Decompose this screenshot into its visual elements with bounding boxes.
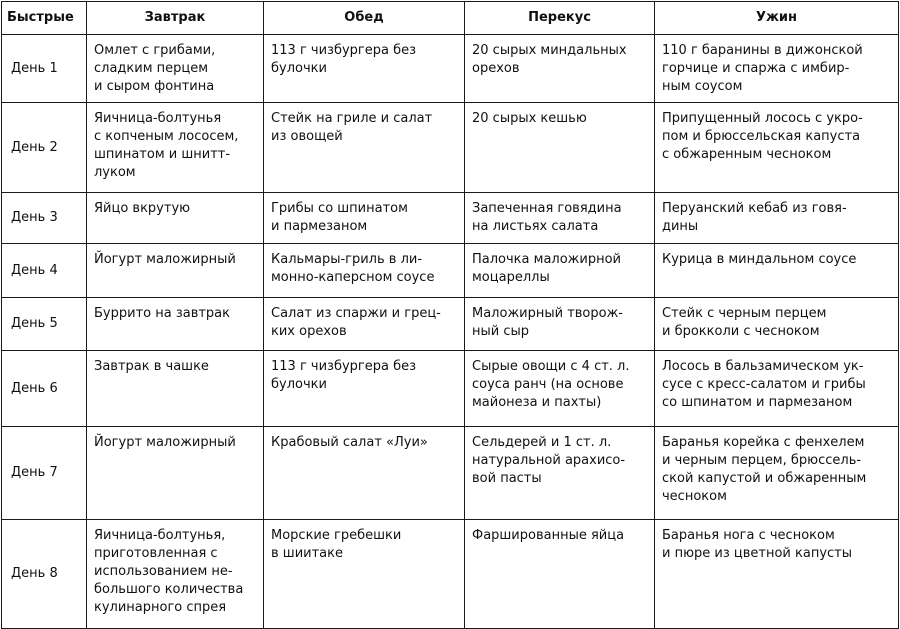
lunch-cell: Крабовый салат «Луи» (264, 427, 465, 520)
lunch-cell: Стейк на гриле и салат из овощей (264, 103, 465, 193)
table-row (2, 520, 899, 629)
day-cell: День 2 (2, 103, 87, 193)
day-cell: День 6 (2, 351, 87, 427)
dinner-cell: Баранья нога с чесноком и пюре из цветной капусты (655, 520, 899, 629)
table-row (2, 244, 899, 298)
breakfast-cell: Завтрак в чашке (87, 351, 264, 427)
table-row (2, 427, 899, 520)
snack-cell: Фаршированные яйца (465, 520, 655, 629)
breakfast-cell: Яичница-болтунья, приготовленная с использованием не- большого количества кулинарного спрея (87, 520, 264, 629)
breakfast-cell: Йогурт маложирный (87, 244, 264, 298)
snack-cell: Маложирный творож- ный сыр (465, 298, 655, 351)
table-row (2, 193, 899, 244)
lunch-cell: Морские гребешки в шиитаке (264, 520, 465, 629)
header-lunch: Обед (264, 2, 465, 35)
dinner-cell: Курица в миндальном соусе (655, 244, 899, 298)
dinner-cell: 110 г баранины в дижонской горчице и спаржа с имбир- ным соусом (655, 35, 899, 103)
meal-plan-table (1, 1, 899, 629)
lunch-cell: Грибы со шпинатом и пармезаном (264, 193, 465, 244)
breakfast-cell: Омлет с грибами, сладким перцем и сыром фонтина (87, 35, 264, 103)
header-dinner: Ужин (655, 2, 899, 35)
day-cell: День 8 (2, 520, 87, 629)
table-row (2, 351, 899, 427)
day-cell: День 7 (2, 427, 87, 520)
dinner-cell: Припущенный лосось с укро- пом и брюссельская капуста с обжаренным чесноком (655, 103, 899, 193)
dinner-cell: Лосось в бальзамическом ук- сусе с кресс-салатом и грибы со шпинатом и пармезаном (655, 351, 899, 427)
dinner-cell: Баранья корейка с фенхелем и черным перцем, брюссель- ской капустой и обжаренным чесноком (655, 427, 899, 520)
lunch-cell: 113 г чизбургера без булочки (264, 35, 465, 103)
snack-cell: Палочка маложирной моцареллы (465, 244, 655, 298)
table-row (2, 298, 899, 351)
header-snack: Перекус (465, 2, 655, 35)
breakfast-cell: Яйцо вкрутую (87, 193, 264, 244)
breakfast-cell: Буррито на завтрак (87, 298, 264, 351)
header-days: Быстрые (2, 2, 87, 35)
snack-cell: Сырые овощи с 4 ст. л. соуса ранч (на основе майонеза и пахты) (465, 351, 655, 427)
breakfast-cell: Яичница-болтунья с копченым лососем, шпинатом и шнитт- луком (87, 103, 264, 193)
dinner-cell: Стейк с черным перцем и брокколи с чесноком (655, 298, 899, 351)
snack-cell: Сельдерей и 1 ст. л. натуральной арахисо- вой пасты (465, 427, 655, 520)
lunch-cell: 113 г чизбургера без булочки (264, 351, 465, 427)
table-row (2, 103, 899, 193)
header-breakfast: Завтрак (87, 2, 264, 35)
breakfast-cell: Йогурт маложирный (87, 427, 264, 520)
header-row (2, 2, 899, 35)
day-cell: День 5 (2, 298, 87, 351)
snack-cell: Запеченная говядина на листьях салата (465, 193, 655, 244)
lunch-cell: Кальмары-гриль в ли- монно-каперсном соусе (264, 244, 465, 298)
table-row (2, 35, 899, 103)
dinner-cell: Перуанский кебаб из говя- дины (655, 193, 899, 244)
day-cell: День 4 (2, 244, 87, 298)
day-cell: День 1 (2, 35, 87, 103)
day-cell: День 3 (2, 193, 87, 244)
snack-cell: 20 сырых миндальных орехов (465, 35, 655, 103)
snack-cell: 20 сырых кешью (465, 103, 655, 193)
lunch-cell: Салат из спаржи и грец- ких орехов (264, 298, 465, 351)
